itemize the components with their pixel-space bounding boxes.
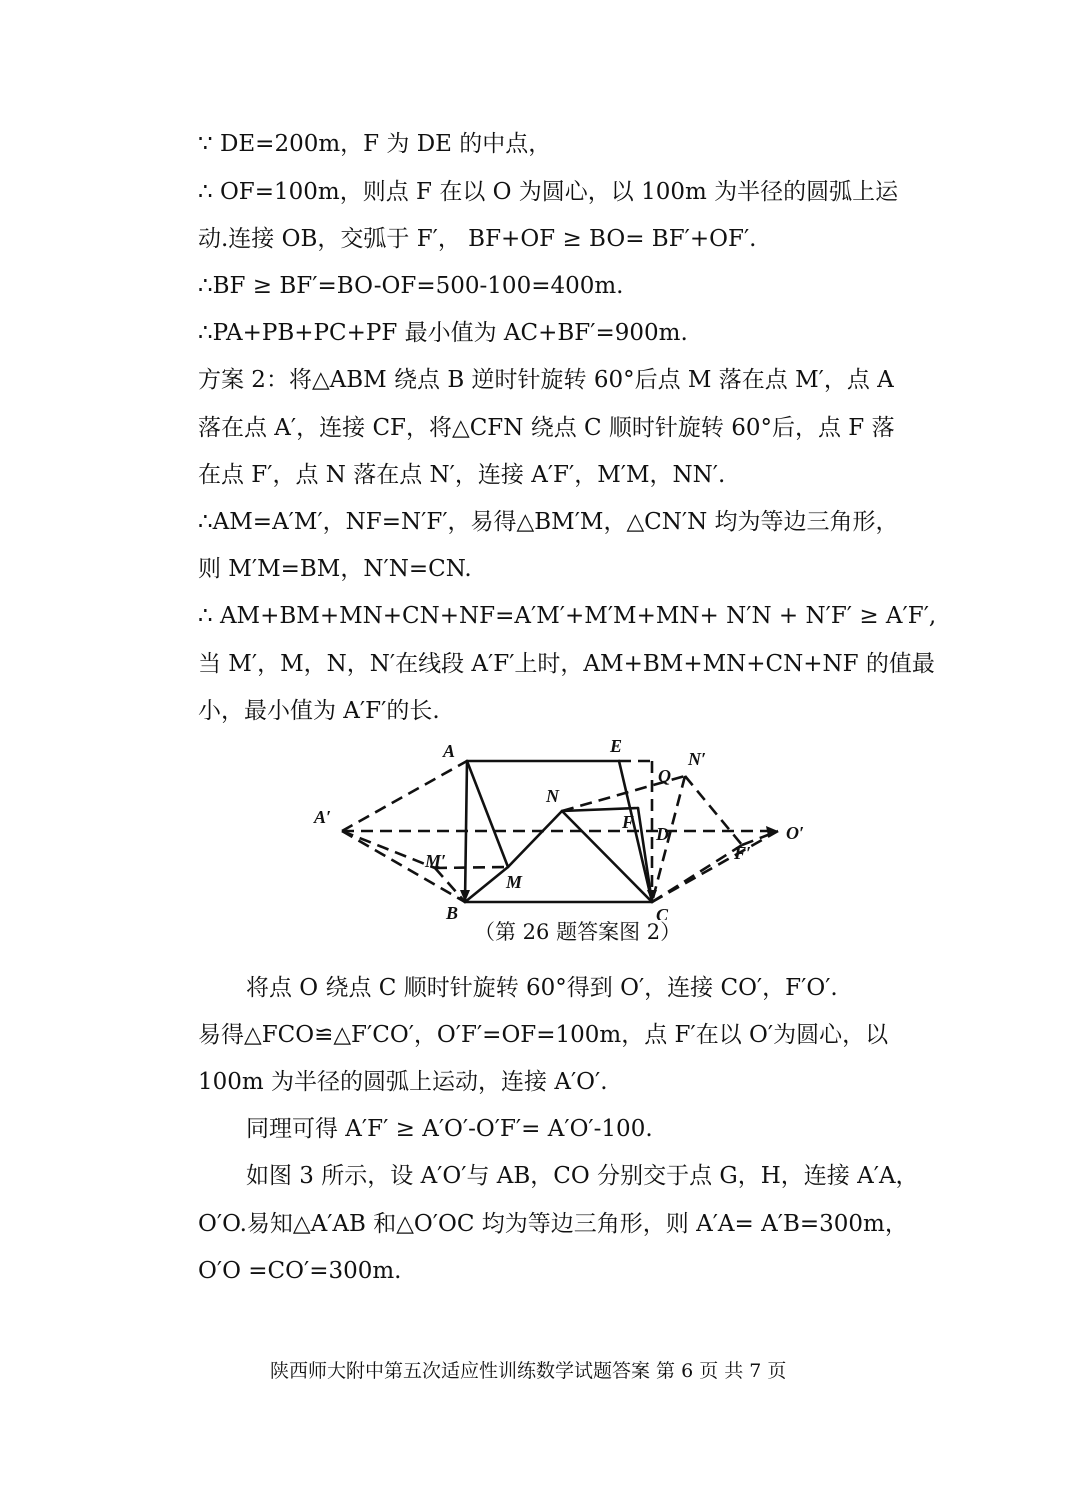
label-F-prime: F′ xyxy=(734,843,752,863)
label-Q: Q xyxy=(658,766,671,786)
text-line-9: ∴AM=A′M′，NF=N′F′，易得△BM′M，△CN′N 均为等边三角形， xyxy=(198,509,899,535)
text-line-5: ∴PA+PB+PC+PF 最小值为 AC+BF′=900m. xyxy=(198,320,688,346)
text-after-4: 同理可得 A′F′ ≥ A′O′-O′F′= A′O′-100. xyxy=(246,1116,653,1142)
label-B: B xyxy=(446,903,459,920)
label-E: E xyxy=(610,736,623,756)
label-A-prime: A′ xyxy=(314,807,332,827)
label-C: C xyxy=(656,905,669,920)
segment-N'F' xyxy=(685,776,742,845)
segment-A'A xyxy=(342,761,467,831)
text-line-10: 则 M′M=BM，N′N=CN. xyxy=(198,556,472,582)
label-A: A xyxy=(443,741,456,761)
label-M-prime: M′ xyxy=(425,851,447,871)
segment-AM xyxy=(467,761,508,867)
text-line-3: 动.连接 OB，交弧于 F′， BF+OF ≥ BO= BF′+OF′. xyxy=(198,226,757,252)
label-O-prime: O′ xyxy=(786,823,805,843)
geometry-figure xyxy=(300,735,820,920)
segment-A'M' xyxy=(342,831,435,868)
text-after-5: 如图 3 所示，设 A′O′与 AB，CO 分别交于点 G，H，连接 A′A， xyxy=(246,1163,919,1189)
figure-caption: （第 26 题答案图 2） xyxy=(474,920,682,944)
text-line-2: ∴ OF=100m，则点 F 在以 O 为圆心，以 100m 为半径的圆弧上运 xyxy=(198,179,899,205)
text-line-7: 落在点 A′，连接 CF，将△CFN 绕点 C 顺时针旋转 60°后，点 F 落 xyxy=(198,415,895,441)
label-N: N xyxy=(546,786,559,806)
text-after-1: 将点 O 绕点 C 顺时针旋转 60°得到 O′，连接 CO′，F′O′. xyxy=(246,975,838,1001)
segment-BM xyxy=(465,867,508,902)
text-line-6: 方案 2：将△ABM 绕点 B 逆时针旋转 60°后点 M 落在点 M′，点 A xyxy=(198,367,894,393)
text-line-13: 小，最小值为 A′F′的长. xyxy=(198,698,440,724)
segment-M'B xyxy=(435,868,465,902)
text-line-8: 在点 F′，点 N 落在点 N′，连接 A′F′，M′M，NN′. xyxy=(198,462,726,488)
text-line-1: ∵ DE=200m，F 为 DE 的中点， xyxy=(198,131,552,157)
label-D: D xyxy=(656,824,669,844)
text-after-6: O′O.易知△A′AB 和△O′OC 均为等边三角形，则 A′A= A′B=300m， xyxy=(198,1211,908,1237)
label-N-prime: N′ xyxy=(688,749,707,769)
text-line-11: ∴ AM+BM+MN+CN+NF=A′M′+M′M+MN+ N′N + N′F′ ≥ A′F′, xyxy=(198,603,937,629)
page-footer: 陕西师大附中第五次适应性训练数学试题答案 第 6 页 共 7 页 xyxy=(270,1360,787,1382)
text-after-7: O′O =CO′=300m. xyxy=(198,1258,402,1284)
text-line-12: 当 M′，M，N，N′在线段 A′F′上时，AM+BM+MN+CN+NF 的值最 xyxy=(198,651,935,677)
segment-A'B xyxy=(342,831,465,902)
text-line-4: ∴BF ≥ BF′=BO-OF=500-100=400m. xyxy=(198,273,624,299)
text-after-3: 100m 为半径的圆弧上运动，连接 A′O′. xyxy=(198,1069,608,1095)
text-after-2: 易得△FCO≌△F′CO′，O′F′=OF=100m，点 F′在以 O′为圆心，以 xyxy=(198,1022,889,1048)
segment-MN xyxy=(508,811,562,867)
label-M: M xyxy=(506,872,523,892)
segment-NC xyxy=(562,811,652,902)
label-F: F xyxy=(622,812,635,832)
